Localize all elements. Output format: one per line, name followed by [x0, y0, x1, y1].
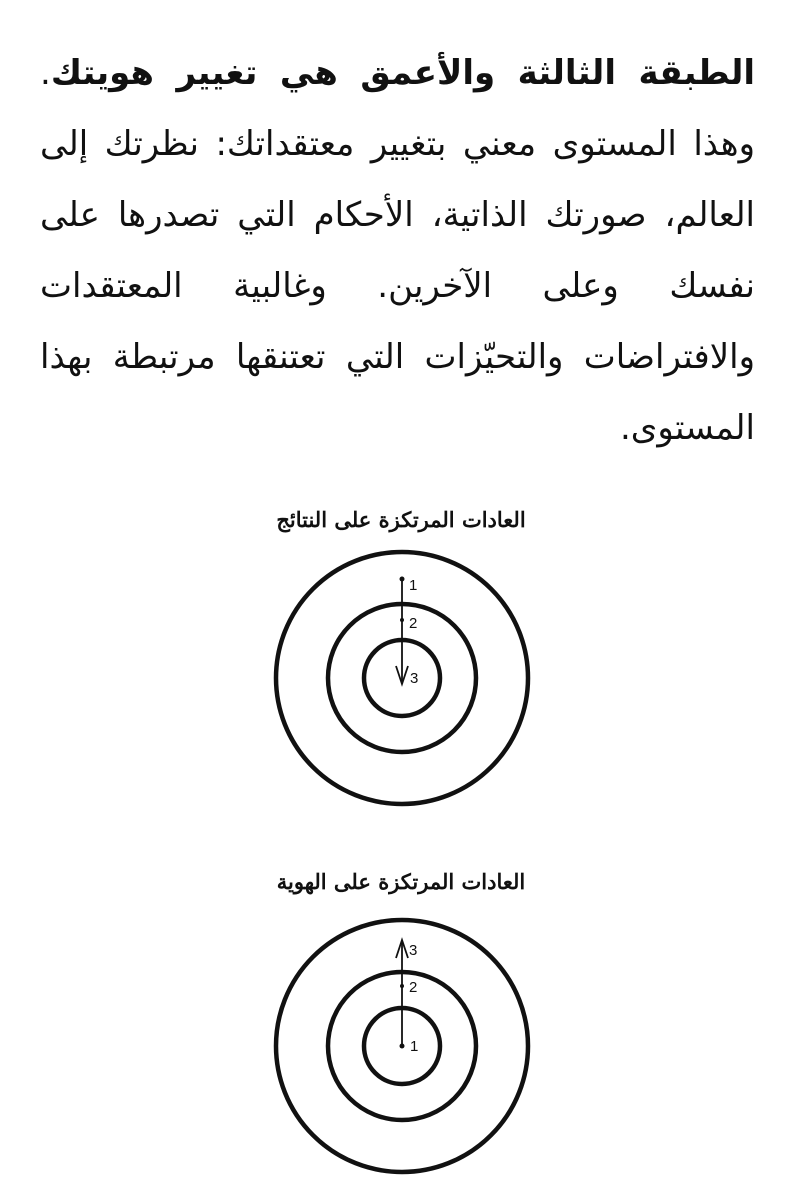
- ring-label-middle: 2: [409, 979, 418, 996]
- mid-dot: [400, 618, 404, 622]
- ring-label-inner: 1: [410, 1038, 419, 1055]
- ring-label-inner: 3: [410, 670, 419, 687]
- ring-label-outer: 1: [409, 577, 418, 594]
- body-paragraph: [40, 38, 755, 464]
- start-dot: [400, 577, 405, 582]
- concentric-circles-diagram: [272, 918, 532, 1178]
- paragraph-bold-lead: الطبقة الثالثة والأعمق هي تغيير هويتك: [50, 53, 755, 93]
- ring-label-middle: 2: [409, 615, 418, 632]
- concentric-circles-diagram: [272, 550, 532, 810]
- ring-label-outer: 3: [409, 942, 418, 959]
- paragraph-body-text: . وهذا المستوى معني بتغيير معتقداتك: نظرتك إلى العالم، صورتك الذاتية، الأحكام التي تصدرها على نفسك وعلى الآخرين. وغالبية المعتقدات والافتراضات والتحيّزات التي تعتنقها مرتبطة بهذا المستوى.: [40, 53, 755, 448]
- mid-dot: [400, 984, 404, 988]
- start-dot: [400, 1044, 405, 1049]
- diagram-title: العادات المرتكزة على النتائج: [276, 507, 526, 532]
- diagram-title: العادات المرتكزة على الهوية: [276, 869, 526, 894]
